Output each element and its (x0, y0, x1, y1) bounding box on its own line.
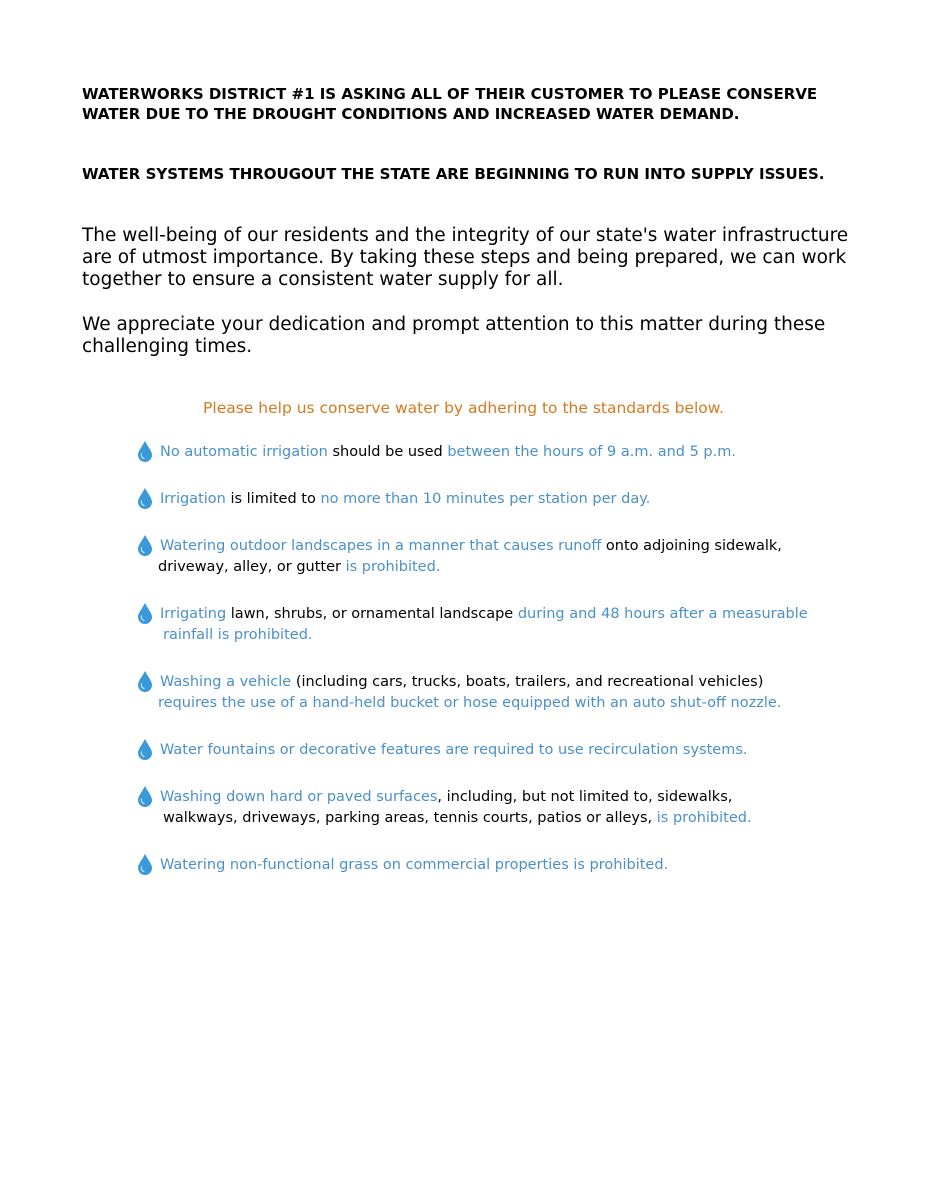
rule-line (136, 855, 856, 876)
rule-highlight-text: Irrigation (160, 491, 226, 507)
water-drop-icon (136, 440, 154, 462)
rule-text: lawn, shrubs, or ornamental landscape (226, 606, 518, 622)
water-drop-icon (136, 602, 154, 624)
rule-text: driveway, alley, or gutter (158, 559, 341, 575)
water-drop-icon (136, 670, 154, 692)
rule-highlight-text: Water fountains or decorative features are required to use recirculation systems. (160, 742, 748, 758)
rule-vehicle-washing (136, 672, 856, 714)
rule-text: , including, but not limited to, sidewalks, (437, 789, 733, 805)
rule-no-irrigation-after-rain (136, 604, 856, 646)
rule-line (136, 489, 856, 510)
rule-text: walkways, driveways, parking areas, tennis courts, patios or alleys, (163, 810, 657, 826)
rule-highlight-text: requires the use of a hand-held bucket or hose equipped with an auto shut-off nozzle. (158, 695, 782, 711)
standards-intro: Please help us conserve water by adhering to the standards below. (203, 399, 724, 417)
notice-heading-drought: WATERWORKS DISTRICT #1 IS ASKING ALL OF THEIR CUSTOMER TO PLEASE CONSERVE WATER DUE TO THE DROUGHT CONDITIONS AND INCREASED WATER DEMAND. (82, 85, 818, 123)
rule-highlight-text: rainfall is prohibited. (163, 627, 313, 643)
rule-highlight-text: Washing a vehicle (160, 674, 292, 690)
water-drop-icon (136, 738, 154, 760)
rule-fountains-recirculation (136, 740, 856, 761)
rule-highlight-text: is prohibited. (341, 559, 441, 575)
rule-highlight-text: Watering outdoor landscapes in a manner that causes runoff (160, 538, 602, 554)
rule-no-nonfunctional-grass (136, 855, 856, 876)
rule-highlight-text: Watering non-functional grass on commercial properties is prohibited. (160, 857, 669, 873)
rule-line (136, 740, 856, 761)
rule-text: should be used (327, 444, 448, 460)
water-drop-icon (136, 487, 154, 509)
rule-line (136, 808, 856, 829)
rule-line (136, 672, 856, 693)
water-drop-icon (136, 853, 154, 875)
water-drop-icon (136, 785, 154, 807)
rule-line (136, 604, 856, 625)
rule-text: is limited to (225, 491, 321, 507)
rule-highlight-text: no more than 10 minutes per station per day. (320, 491, 651, 507)
rule-irrigation-time-limit (136, 489, 856, 510)
notice-paragraph-appreciation: We appreciate your dedication and prompt attention to this matter during these challenging times. (82, 314, 826, 357)
rule-highlight-text: No automatic irrigation (160, 444, 328, 460)
rule-line (136, 536, 856, 557)
rule-highlight-text: Irrigating (160, 606, 227, 622)
rule-line (136, 442, 856, 463)
rule-text: onto adjoining sidewalk, (601, 538, 782, 554)
rule-line (136, 557, 856, 578)
rule-no-hard-surface-washing (136, 787, 856, 829)
rule-highlight-text: during and 48 hours after a measurable (517, 606, 808, 622)
rule-no-automatic-irrigation (136, 442, 856, 463)
notice-paragraph-wellbeing: The well-being of our residents and the integrity of our state's water infrastructure are of utmost importance. By taking these steps and being prepared, we can work together to ensure a consistent water supply for all. (82, 225, 849, 290)
rule-highlight-text: between the hours of 9 a.m. and 5 p.m. (447, 444, 736, 460)
rule-text: (including cars, trucks, boats, trailers, and recreational vehicles) (291, 674, 764, 690)
rule-line (136, 625, 856, 646)
notice-heading-supply: WATER SYSTEMS THROUGOUT THE STATE ARE BEGINNING TO RUN INTO SUPPLY ISSUES. (82, 165, 825, 183)
rule-line (136, 693, 856, 714)
rule-no-runoff (136, 536, 856, 578)
water-drop-icon (136, 534, 154, 556)
rule-highlight-text: is prohibited. (656, 810, 752, 826)
rule-line (136, 787, 856, 808)
rule-highlight-text: Washing down hard or paved surfaces (160, 789, 438, 805)
